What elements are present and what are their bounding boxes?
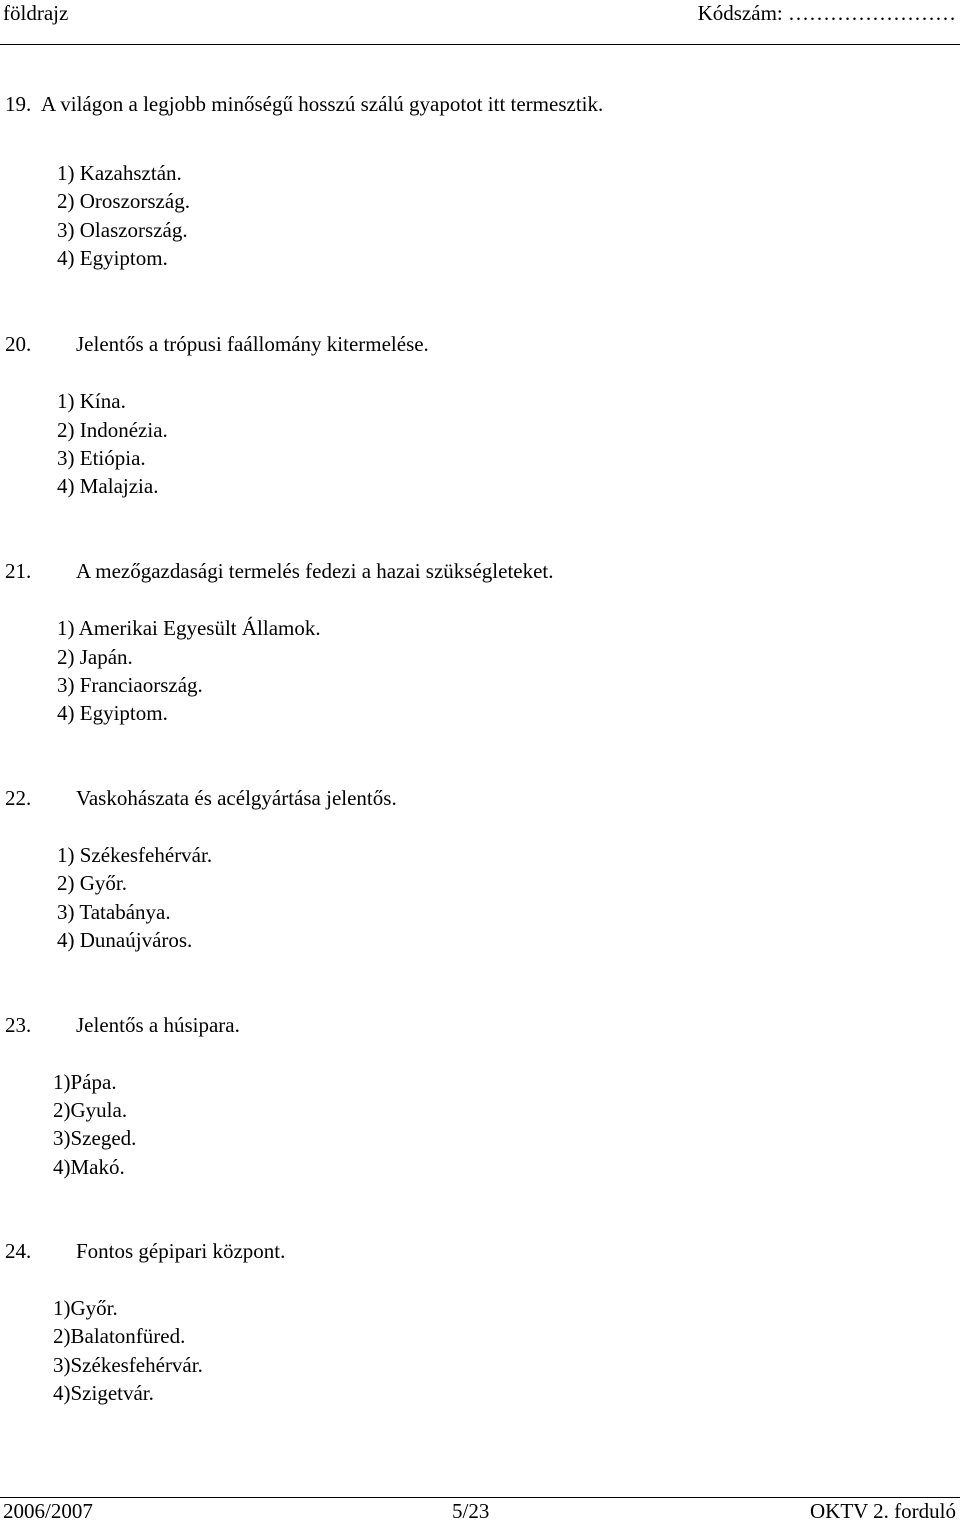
option-item: 3) Tatabánya. — [57, 900, 171, 924]
option-item: 1) Kína. — [57, 389, 126, 413]
question-text: Vaskohászata és acélgyártása jelentős. — [76, 786, 397, 810]
option-item: 2) Indonézia. — [57, 418, 168, 442]
subject-label: földrajz — [3, 1, 69, 25]
school-year: 2006/2007 — [3, 1499, 93, 1523]
page-header — [0, 0, 960, 45]
option-item: 2)Balatonfüred. — [53, 1324, 186, 1348]
option-item: 1) Kazahsztán. — [57, 161, 182, 185]
question-text: A világon a legjobb minőségű hosszú szálú gyapotot itt termesztik. — [41, 92, 604, 116]
option-item: 4) Malajzia. — [57, 474, 159, 498]
option-item: 4) Dunaújváros. — [57, 928, 193, 952]
question-number: 23. — [5, 1013, 32, 1037]
option-item: 1)Győr. — [53, 1296, 118, 1320]
option-item: 2)Gyula. — [53, 1098, 128, 1122]
option-item: 4)Szigetvár. — [53, 1381, 154, 1405]
question-number: 20. — [5, 332, 32, 356]
code-label: Kódszám: — [697, 1, 783, 25]
option-item: 3) Etiópia. — [57, 446, 146, 470]
question-number: 21. — [5, 559, 32, 583]
code-dots: …………………… — [788, 1, 956, 25]
question-text: Fontos gépipari központ. — [76, 1239, 286, 1263]
option-item: 3) Franciaország. — [57, 673, 203, 697]
question-number: 24. — [5, 1239, 32, 1263]
question-number: 19. — [5, 92, 32, 116]
question-number: 22. — [5, 786, 32, 810]
option-item: 2) Oroszország. — [57, 189, 190, 213]
question-text: Jelentős a húsipara. — [76, 1013, 240, 1037]
option-item: 3)Szeged. — [53, 1126, 137, 1150]
option-item: 3)Székesfehérvár. — [53, 1353, 203, 1377]
option-item: 1) Amerikai Egyesült Államok. — [57, 616, 321, 640]
option-item: 1)Pápa. — [53, 1070, 117, 1094]
page-number: 5/23 — [452, 1499, 490, 1523]
option-item: 4)Makó. — [53, 1155, 125, 1179]
question-text: Jelentős a trópusi faállomány kitermelése. — [76, 332, 429, 356]
competition-round: OKTV 2. forduló — [809, 1499, 956, 1523]
page-footer — [0, 1497, 960, 1524]
option-item: 2) Győr. — [57, 871, 127, 895]
question-text: A mezőgazdasági termelés fedezi a hazai szükségleteket. — [76, 559, 554, 583]
option-item: 4) Egyiptom. — [57, 701, 168, 725]
option-item: 2) Japán. — [57, 645, 133, 669]
option-item: 1) Székesfehérvár. — [57, 843, 213, 867]
option-item: 3) Olaszország. — [57, 218, 188, 242]
code-field — [698, 1, 956, 26]
option-item: 4) Egyiptom. — [57, 246, 168, 270]
